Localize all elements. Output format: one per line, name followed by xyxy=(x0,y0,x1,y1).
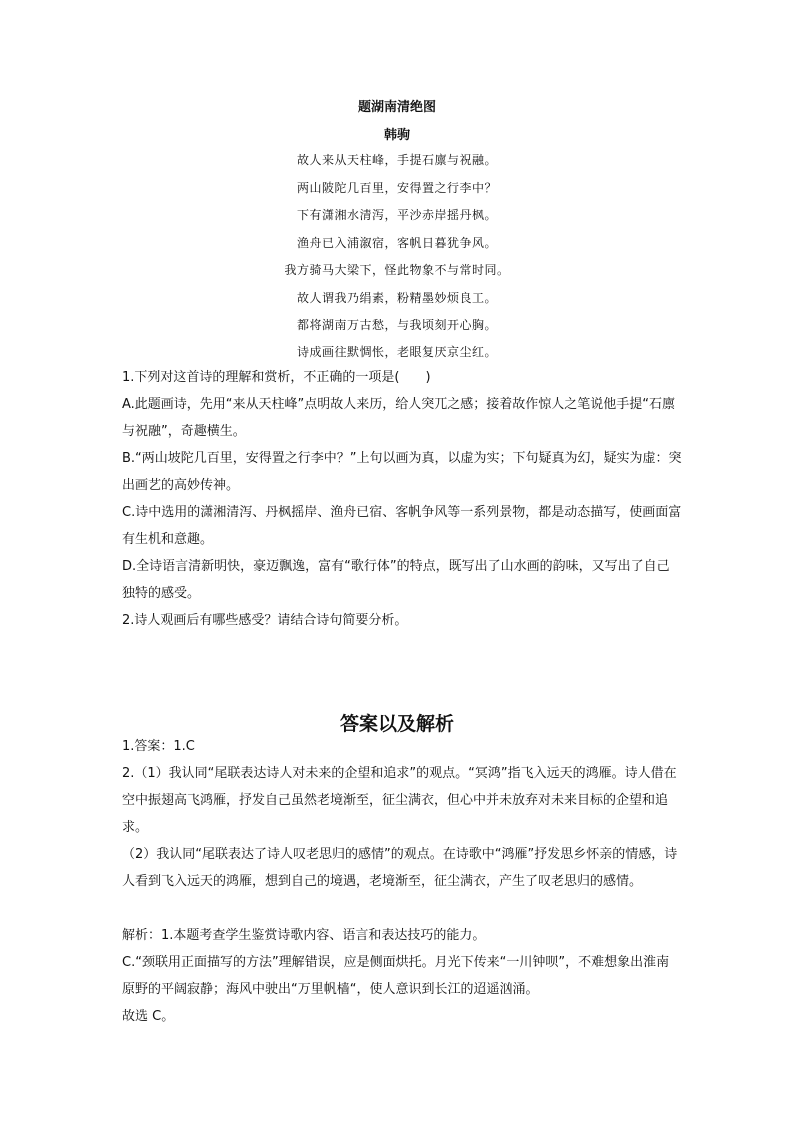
question-1-option-b: B.“两山坡陀几百里，安得置之行李中？”上句以画为真，以虚为实；下句疑真为幻，疑实为虚：突出画艺的高妙传神。 xyxy=(122,451,682,493)
question-2-stem: 2.诗人观画后有哪些感受？请结合诗句简要分析。 xyxy=(122,613,408,628)
answers-title: 答案以及解析 xyxy=(339,713,454,735)
poem-line: 故人谓我乃绢素，粉精墨妙烦良工。 xyxy=(296,291,497,305)
poem-line: 下有潇湘水清泻，平沙赤岸摇丹枫。 xyxy=(296,208,497,222)
poem-line: 诗成画往默惆怅，老眼复厌京尘红。 xyxy=(296,345,497,359)
answer-1: 1.答案：1.C xyxy=(122,739,195,754)
question-1-option-c: C.诗中选用的潇湘清泻、丹枫摇岸、渔舟已宿、客帆争风等一系列景物，都是动态描写，使画面富有生机和意趣。 xyxy=(122,505,682,547)
answer-2-part-1: 2.（1）我认同“尾联表达诗人对未来的企望和追求”的观点。“冥鸿”指飞入远天的鸿雁。诗人借在空中振翅高飞鸿雁，抒发自己虽然老境渐至，征尘满衣，但心中并未放弃对未来目标的企望和追求。 xyxy=(122,766,677,835)
poem-author: 韩驹 xyxy=(383,128,410,143)
analysis-conclusion: 故选 C。 xyxy=(122,1009,175,1024)
poem-line: 我方骑马大梁下，怪此物象不与常时同。 xyxy=(284,263,510,277)
question-1-option-d: D.全诗语言清新明快，豪迈飘逸，富有“歌行体”的特点，既写出了山水画的韵味，又写出了自己独特的感受。 xyxy=(122,559,670,601)
analysis-c: C.“颈联用正面描写的方法”理解错误，应是侧面烘托。月光下传来“一川钟呗”，不难想象出淮南原野的平阔寂静；海风中驶出“万里帆樯“，使人意识到长江的迢遥汹涌。 xyxy=(122,955,670,997)
poem-line: 两山陂陀几百里，安得置之行李中？ xyxy=(296,181,497,195)
poem-line: 故人来从天柱峰，手提石廪与祝融。 xyxy=(296,153,497,167)
question-1-stem: 1.下列对这首诗的理解和赏析，不正确的一项是( ) xyxy=(122,370,431,385)
poem-title: 题湖南清绝图 xyxy=(357,100,436,115)
poem-line: 都将湖南万古愁，与我顷刻开心胸。 xyxy=(296,318,497,332)
answer-2-part-2: （2）我认同“尾联表达了诗人叹老思归的感情”的观点。在诗歌中“鸿雁”抒发思乡怀亲的情感，诗人看到飞入远天的鸿雁，想到自己的境遇，老境渐至，征尘满衣，产生了叹老思归的感情。 xyxy=(122,847,678,889)
analysis-intro: 解析：1.本题考查学生鉴赏诗歌内容、语言和表达技巧的能力。 xyxy=(122,928,486,943)
poem-line: 渔舟已入浦溆宿，客帆日暮犹争风。 xyxy=(296,236,497,250)
question-1-option-a: A.此题画诗，先用“来从天柱峰”点明故人来历，给人突兀之感；接着故作惊人之笔说他手提“石廪与祝融”，奇趣横生。 xyxy=(122,397,676,439)
